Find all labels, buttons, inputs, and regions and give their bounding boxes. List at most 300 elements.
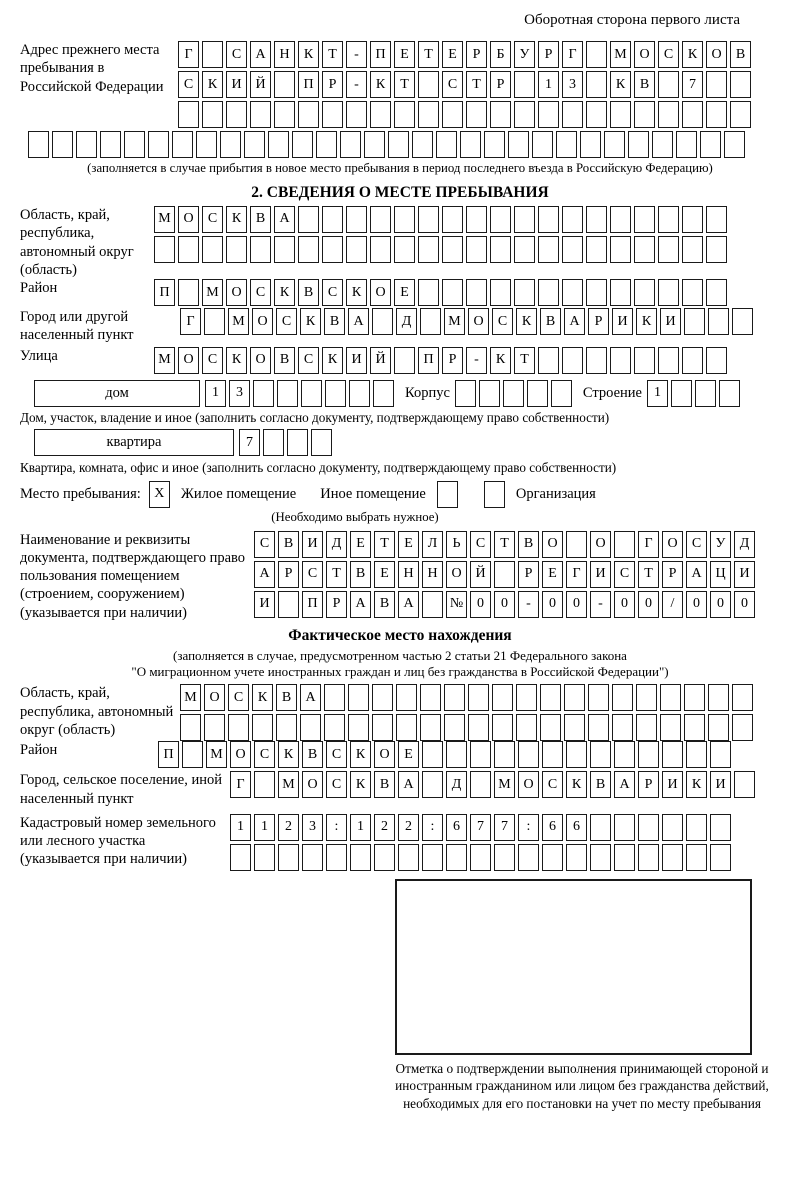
- char-cell: [527, 380, 548, 407]
- actual-region-row-2: [180, 714, 753, 741]
- char-cell: А: [250, 41, 271, 68]
- char-cell: В: [374, 771, 395, 798]
- char-cell: [418, 101, 439, 128]
- char-cell: О: [446, 561, 467, 588]
- char-cell: [250, 101, 271, 128]
- char-cell: [420, 684, 441, 711]
- char-cell: П: [302, 591, 323, 618]
- char-cell: 0: [494, 591, 515, 618]
- char-cell: [684, 308, 705, 335]
- residential-checkbox: X: [149, 481, 170, 508]
- char-cell: [660, 714, 681, 741]
- char-cell: [325, 380, 346, 407]
- char-cell: [178, 279, 199, 306]
- char-cell: 1: [538, 71, 559, 98]
- char-cell: О: [518, 771, 539, 798]
- char-cell: [586, 236, 607, 263]
- char-cell: [538, 347, 559, 374]
- char-cell: [586, 347, 607, 374]
- char-cell: О: [226, 279, 247, 306]
- char-cell: О: [250, 347, 271, 374]
- char-cell: [302, 844, 323, 871]
- char-cell: [346, 236, 367, 263]
- char-cell: [274, 71, 295, 98]
- char-cell: [734, 771, 755, 798]
- char-cell: [588, 684, 609, 711]
- char-cell: [418, 206, 439, 233]
- char-cell: [324, 684, 345, 711]
- char-cell: А: [686, 561, 707, 588]
- char-cell: [636, 684, 657, 711]
- char-cell: [373, 380, 394, 407]
- char-cell: [532, 131, 553, 158]
- char-cell: [277, 380, 298, 407]
- actual-location-note-1: (заполняется в случае, предусмотренном частью 2 статьи 21 Федерального закона: [173, 647, 627, 663]
- char-cell: [226, 236, 247, 263]
- char-cell: [719, 380, 740, 407]
- char-cell: [612, 684, 633, 711]
- char-cell: 7: [682, 71, 703, 98]
- char-cell: [562, 236, 583, 263]
- char-cell: [503, 380, 524, 407]
- place-type-option-residential: [149, 481, 296, 508]
- char-cell: Г: [178, 41, 199, 68]
- char-cell: [564, 684, 585, 711]
- char-cell: [470, 844, 491, 871]
- actual-city-row: [230, 771, 755, 798]
- place-type-option-other: [320, 481, 458, 508]
- char-cell: Т: [322, 41, 343, 68]
- char-cell: [628, 131, 649, 158]
- char-cell: Р: [442, 347, 463, 374]
- char-cell: [230, 844, 251, 871]
- char-cell: [518, 844, 539, 871]
- confirmation-stamp-box: [395, 879, 752, 1055]
- char-cell: С: [202, 206, 223, 233]
- char-cell: [372, 714, 393, 741]
- char-cell: А: [398, 771, 419, 798]
- char-cell: Г: [230, 771, 251, 798]
- char-cell: -: [346, 71, 367, 98]
- char-cell: [340, 131, 361, 158]
- char-cell: 0: [638, 591, 659, 618]
- char-cell: А: [300, 684, 321, 711]
- prev-address-rows: [178, 41, 751, 128]
- char-cell: Т: [418, 41, 439, 68]
- char-cell: [444, 684, 465, 711]
- char-cell: И: [710, 771, 731, 798]
- char-cell: И: [302, 531, 323, 558]
- char-cell: [588, 714, 609, 741]
- char-cell: И: [590, 561, 611, 588]
- char-cell: [300, 714, 321, 741]
- char-cell: [732, 684, 753, 711]
- char-cell: [455, 380, 476, 407]
- char-cell: И: [662, 771, 683, 798]
- char-cell: 7: [239, 429, 260, 456]
- char-cell: [590, 844, 611, 871]
- char-cell: [710, 844, 731, 871]
- char-cell: В: [540, 308, 561, 335]
- char-cell: [436, 131, 457, 158]
- char-cell: [514, 101, 535, 128]
- char-cell: [706, 347, 727, 374]
- char-cell: П: [418, 347, 439, 374]
- char-cell: [220, 131, 241, 158]
- char-cell: -: [466, 347, 487, 374]
- char-cell: О: [374, 741, 395, 768]
- char-cell: [28, 131, 49, 158]
- char-cell: К: [516, 308, 537, 335]
- char-cell: [686, 844, 707, 871]
- char-cell: [590, 741, 611, 768]
- char-cell: [492, 684, 513, 711]
- char-cell: Т: [394, 71, 415, 98]
- char-cell: Т: [638, 561, 659, 588]
- char-cell: Е: [398, 531, 419, 558]
- char-cell: Д: [326, 531, 347, 558]
- char-cell: В: [302, 741, 323, 768]
- char-cell: №: [446, 591, 467, 618]
- char-cell: Б: [490, 41, 511, 68]
- char-cell: К: [226, 206, 247, 233]
- char-cell: [610, 206, 631, 233]
- char-cell: О: [178, 206, 199, 233]
- char-cell: К: [370, 71, 391, 98]
- char-cell: [470, 771, 491, 798]
- char-cell: [538, 236, 559, 263]
- char-cell: С: [254, 741, 275, 768]
- section2-title: 2. СВЕДЕНИЯ О МЕСТЕ ПРЕБЫВАНИЯ: [251, 183, 549, 201]
- char-cell: -: [518, 591, 539, 618]
- char-cell: В: [278, 531, 299, 558]
- char-cell: [263, 429, 284, 456]
- char-cell: И: [612, 308, 633, 335]
- char-cell: [274, 236, 295, 263]
- char-cell: [566, 531, 587, 558]
- prev-address-row-4: [28, 131, 780, 158]
- char-cell: [442, 236, 463, 263]
- city-label: Город или другой населенный пункт: [20, 309, 134, 344]
- char-cell: Р: [278, 561, 299, 588]
- char-cell: :: [326, 814, 347, 841]
- char-cell: -: [590, 591, 611, 618]
- char-cell: Д: [446, 771, 467, 798]
- char-cell: [682, 236, 703, 263]
- char-cell: [706, 71, 727, 98]
- cadastral-row-2: [230, 844, 731, 871]
- char-cell: К: [226, 347, 247, 374]
- char-cell: 2: [278, 814, 299, 841]
- char-cell: [610, 236, 631, 263]
- char-cell: [700, 131, 721, 158]
- organization-checkbox: [484, 481, 505, 508]
- char-cell: [660, 684, 681, 711]
- char-cell: [490, 206, 511, 233]
- char-cell: [610, 101, 631, 128]
- char-cell: У: [514, 41, 535, 68]
- char-cell: В: [250, 206, 271, 233]
- region-row-1: [154, 206, 727, 233]
- char-cell: [636, 714, 657, 741]
- char-cell: Р: [518, 561, 539, 588]
- char-cell: -: [346, 41, 367, 68]
- char-cell: И: [346, 347, 367, 374]
- char-cell: [724, 131, 745, 158]
- char-cell: [658, 279, 679, 306]
- char-cell: С: [226, 41, 247, 68]
- char-cell: [538, 101, 559, 128]
- char-cell: [562, 279, 583, 306]
- char-cell: [394, 101, 415, 128]
- char-cell: [311, 429, 332, 456]
- char-cell: [730, 101, 751, 128]
- char-cell: Й: [470, 561, 491, 588]
- char-cell: [662, 814, 683, 841]
- street-field: [20, 347, 780, 374]
- char-cell: [494, 741, 515, 768]
- char-cell: [610, 347, 631, 374]
- region-field: [20, 206, 780, 279]
- char-cell: А: [564, 308, 585, 335]
- actual-location-title: Фактическое место нахождения: [288, 626, 512, 644]
- char-cell: [604, 131, 625, 158]
- char-cell: 1: [205, 380, 226, 407]
- house-line: [20, 380, 780, 407]
- korpus-label: Корпус: [405, 384, 450, 401]
- char-cell: У: [710, 531, 731, 558]
- char-cell: [370, 206, 391, 233]
- char-cell: [562, 206, 583, 233]
- char-cell: [634, 279, 655, 306]
- char-cell: 0: [614, 591, 635, 618]
- char-cell: С: [326, 741, 347, 768]
- char-cell: [370, 236, 391, 263]
- char-cell: К: [682, 41, 703, 68]
- house-cells: [205, 380, 394, 407]
- char-cell: К: [274, 279, 295, 306]
- char-cell: [301, 380, 322, 407]
- char-cell: И: [254, 591, 275, 618]
- char-cell: [394, 347, 415, 374]
- actual-region-row-1: [180, 684, 753, 711]
- char-cell: В: [730, 41, 751, 68]
- char-cell: [514, 236, 535, 263]
- char-cell: [658, 206, 679, 233]
- char-cell: [349, 380, 370, 407]
- char-cell: 3: [562, 71, 583, 98]
- char-cell: В: [518, 531, 539, 558]
- char-cell: [470, 741, 491, 768]
- actual-district-label: Район: [20, 742, 58, 759]
- char-cell: [566, 741, 587, 768]
- char-cell: Т: [514, 347, 535, 374]
- other-premises-label: Иное помещение: [320, 485, 426, 502]
- place-type-line: [20, 481, 780, 508]
- char-cell: [418, 71, 439, 98]
- char-cell: С: [658, 41, 679, 68]
- char-cell: [348, 684, 369, 711]
- char-cell: 2: [398, 814, 419, 841]
- char-cell: [556, 131, 577, 158]
- char-cell: [253, 380, 274, 407]
- organization-label: Организация: [515, 485, 596, 502]
- char-cell: [254, 844, 275, 871]
- char-cell: Р: [490, 71, 511, 98]
- char-cell: О: [662, 531, 683, 558]
- char-cell: [374, 844, 395, 871]
- char-cell: К: [636, 308, 657, 335]
- char-cell: 6: [566, 814, 587, 841]
- char-cell: [514, 206, 535, 233]
- char-cell: [516, 714, 537, 741]
- char-cell: Й: [250, 71, 271, 98]
- char-cell: К: [346, 279, 367, 306]
- char-cell: С: [276, 308, 297, 335]
- char-cell: [420, 308, 441, 335]
- char-cell: [324, 714, 345, 741]
- char-cell: [466, 279, 487, 306]
- char-cell: [684, 714, 705, 741]
- char-cell: В: [590, 771, 611, 798]
- char-cell: [490, 236, 511, 263]
- char-cell: [638, 844, 659, 871]
- char-cell: С: [470, 531, 491, 558]
- char-cell: Р: [538, 41, 559, 68]
- char-cell: [542, 844, 563, 871]
- char-cell: [420, 714, 441, 741]
- char-cell: /: [662, 591, 683, 618]
- char-cell: [612, 714, 633, 741]
- char-cell: [492, 714, 513, 741]
- char-cell: [460, 131, 481, 158]
- char-cell: [706, 101, 727, 128]
- char-cell: [446, 844, 467, 871]
- char-cell: [52, 131, 73, 158]
- char-cell: Р: [466, 41, 487, 68]
- char-cell: [466, 236, 487, 263]
- char-cell: [254, 771, 275, 798]
- apartment-labelbox: квартира: [34, 429, 234, 456]
- char-cell: О: [252, 308, 273, 335]
- char-cell: [364, 131, 385, 158]
- char-cell: [662, 741, 683, 768]
- char-cell: В: [274, 347, 295, 374]
- region-label: Область, край, республика, автономный округ (область): [20, 206, 134, 278]
- char-cell: [322, 206, 343, 233]
- char-cell: 6: [542, 814, 563, 841]
- char-cell: [274, 101, 295, 128]
- char-cell: [686, 814, 707, 841]
- char-cell: [658, 347, 679, 374]
- korpus-cells: [455, 380, 572, 407]
- residential-label: Жилое помещение: [180, 485, 297, 502]
- char-cell: А: [398, 591, 419, 618]
- char-cell: [178, 236, 199, 263]
- char-cell: К: [490, 347, 511, 374]
- char-cell: [388, 131, 409, 158]
- char-cell: [730, 71, 751, 98]
- char-cell: [422, 771, 443, 798]
- actual-region-field: [20, 684, 780, 741]
- char-cell: [422, 844, 443, 871]
- char-cell: [372, 684, 393, 711]
- char-cell: [268, 131, 289, 158]
- char-cell: Ь: [446, 531, 467, 558]
- cadastral-field: [20, 814, 780, 871]
- char-cell: Т: [466, 71, 487, 98]
- cadastral-label: Кадастровый номер земельного или лесного участка (указывается при наличии): [20, 814, 216, 868]
- char-cell: [76, 131, 97, 158]
- char-cell: [466, 101, 487, 128]
- actual-city-label: Город, сельское поселение, иной населенный пункт: [20, 772, 223, 807]
- char-cell: 6: [446, 814, 467, 841]
- char-cell: [516, 684, 537, 711]
- actual-district-field: [20, 741, 780, 768]
- char-cell: П: [154, 279, 175, 306]
- char-cell: 1: [230, 814, 251, 841]
- char-cell: А: [274, 206, 295, 233]
- char-cell: О: [590, 531, 611, 558]
- char-cell: [682, 279, 703, 306]
- char-cell: [686, 741, 707, 768]
- confirmation-note: Отметка о подтверждении выполнения принимающей стороной и иностранным гражданином или лицом без гражданства действий, необходимых для его постановки на учет по месту пребывания: [395, 1060, 769, 1112]
- char-cell: [298, 206, 319, 233]
- char-cell: П: [158, 741, 179, 768]
- char-cell: М: [180, 684, 201, 711]
- char-cell: С: [686, 531, 707, 558]
- char-cell: С: [202, 347, 223, 374]
- char-cell: Т: [374, 531, 395, 558]
- char-cell: [298, 236, 319, 263]
- char-cell: [706, 206, 727, 233]
- char-cell: 7: [470, 814, 491, 841]
- char-cell: 2: [374, 814, 395, 841]
- char-cell: [322, 101, 343, 128]
- char-cell: [564, 714, 585, 741]
- char-cell: 1: [254, 814, 275, 841]
- char-cell: [442, 101, 463, 128]
- char-cell: С: [614, 561, 635, 588]
- char-cell: Е: [442, 41, 463, 68]
- char-cell: С: [178, 71, 199, 98]
- char-cell: Г: [638, 531, 659, 558]
- char-cell: [614, 741, 635, 768]
- char-cell: [562, 101, 583, 128]
- char-cell: [422, 741, 443, 768]
- char-cell: [518, 741, 539, 768]
- char-cell: 0: [686, 591, 707, 618]
- char-cell: [586, 206, 607, 233]
- district-field: [20, 279, 780, 306]
- char-cell: [706, 236, 727, 263]
- char-cell: М: [610, 41, 631, 68]
- char-cell: [278, 844, 299, 871]
- house-note: Дом, участок, владение и иное (заполнить согласно документу, подтверждающему право собственности): [20, 409, 610, 425]
- char-cell: 3: [302, 814, 323, 841]
- char-cell: [542, 741, 563, 768]
- char-cell: С: [254, 531, 275, 558]
- char-cell: [196, 131, 217, 158]
- char-cell: М: [202, 279, 223, 306]
- city-row: [180, 308, 753, 335]
- char-cell: [580, 131, 601, 158]
- char-cell: [202, 101, 223, 128]
- char-cell: М: [444, 308, 465, 335]
- char-cell: :: [422, 814, 443, 841]
- char-cell: [514, 71, 535, 98]
- char-cell: [422, 591, 443, 618]
